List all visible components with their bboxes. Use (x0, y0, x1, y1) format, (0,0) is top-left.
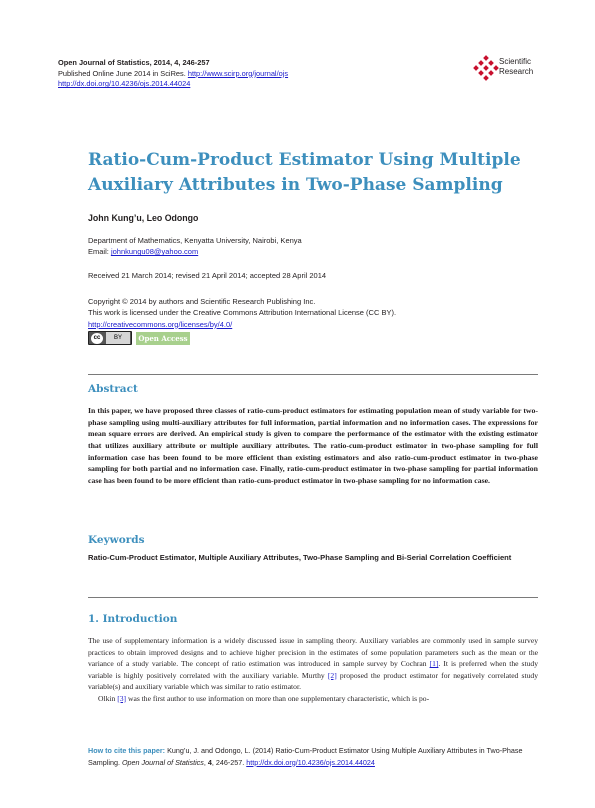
license-line: This work is licensed under the Creative Commons Attribution International License (CC BY). (88, 308, 397, 318)
copyright-block (88, 296, 396, 330)
paper-title: Ratio-Cum-Product Estimator Using Multiple Auxiliary Attributes in Two-Phase Sampling (88, 150, 521, 195)
section-divider (88, 374, 538, 375)
logo-line2: Research (499, 66, 534, 76)
cc-icon: cc (91, 333, 103, 344)
affiliation: Department of Mathematics, Kenyatta University, Nairobi, Kenya (88, 236, 302, 245)
cite-text: Kung’u, J. and Odongo, L. (2014) Ratio-Cum-Product Estimator Using Multiple Auxiliary Attributes in Two-Phase Sampling. (88, 746, 523, 767)
keywords-text: Ratio-Cum-Product Estimator, Multiple Auxiliary Attributes, Two-Phase Sampling and Bi-Serial Correlation Coefficient (88, 553, 512, 562)
published-prefix: Published Online June 2014 in SciRes. (58, 68, 186, 78)
text-run: . It is preferred when the study variable is highly positively correlated with the auxiliary variable. Murthy (88, 659, 538, 680)
abstract-text: In this paper, we have proposed three classes of ratio-cum-product estimators for estimating population mean of study variable for two-phase sampling using multi-auxiliary attributes for full information, partial information and no information cases. The expressions for mean square errors are derived. An empirical study is given to compare the performance of the estimator with the existing estimator that utilizes auxiliary attribute or multiple auxiliary attributes. The ratio-cum-product estimator in two-phase sampling for full information case has been found to be more efficient than existing estimators and also ratio-cum-product estimator in two-phase sampling for both partial and no information case. Finally, ratio-cum-product estimator in two-phase sampling for partial information case has been found to be more efficient than ratio-cum-product estimator in two-phase sampling for no information case. (88, 406, 538, 485)
text-run: proposed the product estimator for negatively correlated study variable(s) and auxiliary variable which was similar to ratio estimator. (88, 670, 538, 691)
cite-volume: 4 (207, 757, 212, 767)
introduction-body (88, 635, 538, 704)
cite-text: , 246-257. (211, 757, 247, 767)
text-run: was the first author to use information on more than one supplementary characteristic, which is po- (126, 693, 430, 703)
cite-doi-link[interactable]: http://dx.doi.org/10.4236/ojs.2014.44024 (246, 757, 375, 767)
email-label: Email: (88, 247, 109, 257)
affiliation-block (88, 235, 302, 258)
cite-journal: Open Journal of Statistics (121, 757, 204, 767)
journal-header (58, 58, 288, 90)
journal-line: Open Journal of Statistics, 2014, 4, 246-257 (58, 58, 210, 67)
logo-text (499, 57, 533, 76)
received-dates: Received 21 March 2014; revised 21 April 2014; accepted 28 April 2014 (88, 271, 327, 280)
text-run: The use of supplementary information is a widely discussed issue in sampling theory. Auxiliary variables are commonly used in sample survey practices to obtain improved designs and to achieve higher precision in the estimates of some population parameters such as the mean or the variance of a study variable. The concept of ratio estimation was introduced in sample survey by Cochran (88, 636, 538, 668)
authors: John Kung’u, Leo Odongo (88, 213, 199, 223)
intro-paragraph-2 (88, 693, 538, 705)
introduction-heading: 1. Introduction (88, 613, 178, 625)
scientific-research-diamond-icon (473, 55, 499, 81)
published-line (58, 69, 288, 80)
doi-link[interactable]: http://dx.doi.org/10.4236/ojs.2014.44024 (58, 79, 191, 89)
email-line (88, 246, 302, 257)
copyright-line: Copyright © 2014 by authors and Scientific Research Publishing Inc. (88, 297, 316, 306)
license-url-link[interactable]: http://creativecommons.org/licenses/by/4.0/ (88, 319, 233, 329)
reference-link[interactable]: [2] (327, 670, 337, 680)
cite-text: , (203, 757, 208, 767)
intro-paragraph-1 (88, 635, 538, 693)
by-icon: BY (106, 332, 130, 344)
scientific-research-logo (473, 55, 543, 85)
cite-label: How to cite this paper: (88, 746, 166, 755)
how-to-cite (88, 745, 538, 768)
reference-link[interactable]: [3] (117, 693, 127, 703)
email-link[interactable]: johnkungu08@yahoo.com (110, 247, 199, 257)
text-run: Olkin (98, 693, 118, 703)
section-divider (88, 597, 538, 598)
logo-line1: Scientific (499, 57, 532, 66)
keywords-heading: Keywords (88, 534, 145, 546)
journal-url-link[interactable]: http://www.scirp.org/journal/ojs (187, 68, 289, 78)
reference-link[interactable]: [1] (429, 659, 439, 668)
abstract-heading: Abstract (88, 383, 138, 395)
cc-by-badge[interactable] (88, 331, 132, 345)
open-access-badge[interactable]: Open Access (136, 332, 190, 345)
